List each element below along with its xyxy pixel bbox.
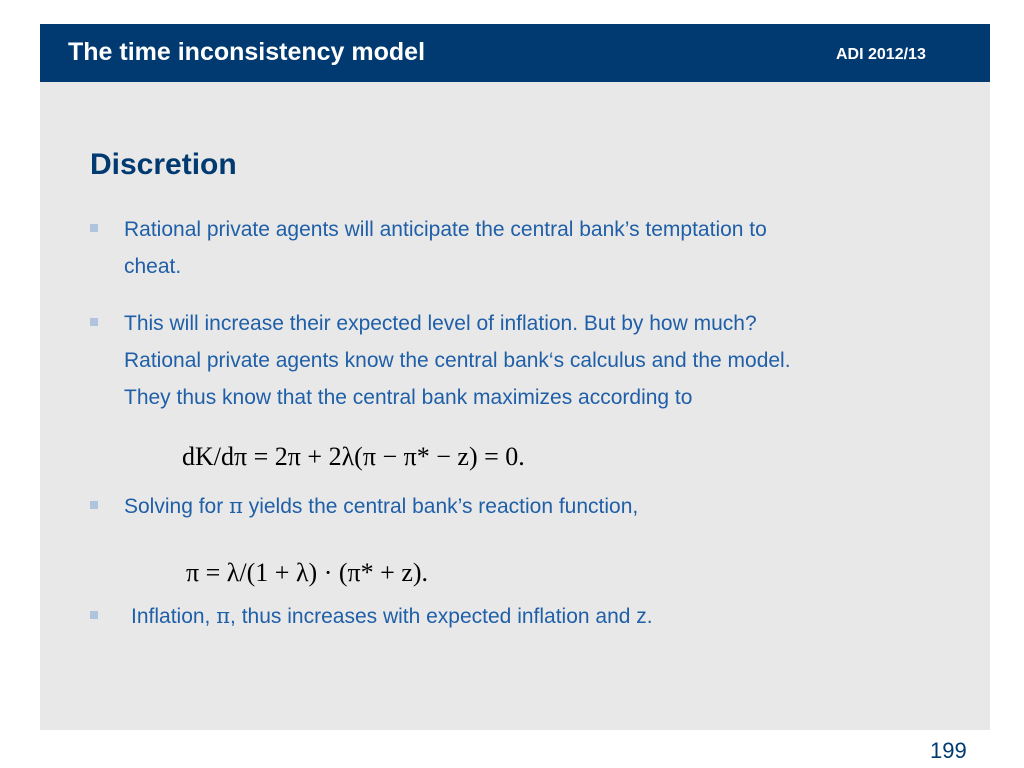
reaction-function-formula: π = λ/(1 + λ) · (π* + z). (186, 558, 429, 587)
bullet-square-icon (90, 611, 98, 619)
bullet-line: Rational private agents will anticipate the central bank’s temptation to (124, 218, 767, 241)
bullet-text (124, 305, 954, 416)
page-number: 199 (930, 738, 967, 763)
pi-symbol: π (229, 494, 243, 518)
bullet-line: Rational private agents know the central bank‘s calculus and the model. (124, 349, 791, 372)
bullet-square-icon (90, 501, 98, 509)
bullet-line: This will increase their expected level of inflation. But by how much? (124, 312, 757, 335)
bullet-text-part: , thus increases with expected inflation and z. (230, 605, 653, 628)
course-label: ADI 2012/13 (836, 46, 926, 63)
bullet-text-part: Solving for (124, 495, 230, 518)
section-heading: Discretion (90, 148, 237, 181)
bullet-square-icon (90, 224, 98, 232)
first-order-condition-formula: dK/dπ = 2π + 2λ(π − π* − z) = 0. (182, 442, 525, 471)
pi-symbol: π (216, 604, 231, 628)
bullet-line: cheat. (124, 255, 182, 278)
bullet-text (131, 598, 961, 635)
bullet-item (90, 488, 950, 525)
bullet-text-part: yields the central bank’s reaction function, (242, 495, 639, 518)
bullet-text-part: Inflation, (131, 605, 217, 628)
slide-title: The time inconsistency model (68, 38, 426, 66)
bullet-item (90, 598, 950, 635)
bullet-item (90, 305, 950, 416)
bullet-square-icon (90, 318, 98, 326)
bullet-item (90, 211, 950, 285)
bullet-text (124, 211, 954, 285)
bullet-text (124, 488, 954, 525)
bullet-line: They thus know that the central bank maximizes according to (124, 386, 693, 409)
